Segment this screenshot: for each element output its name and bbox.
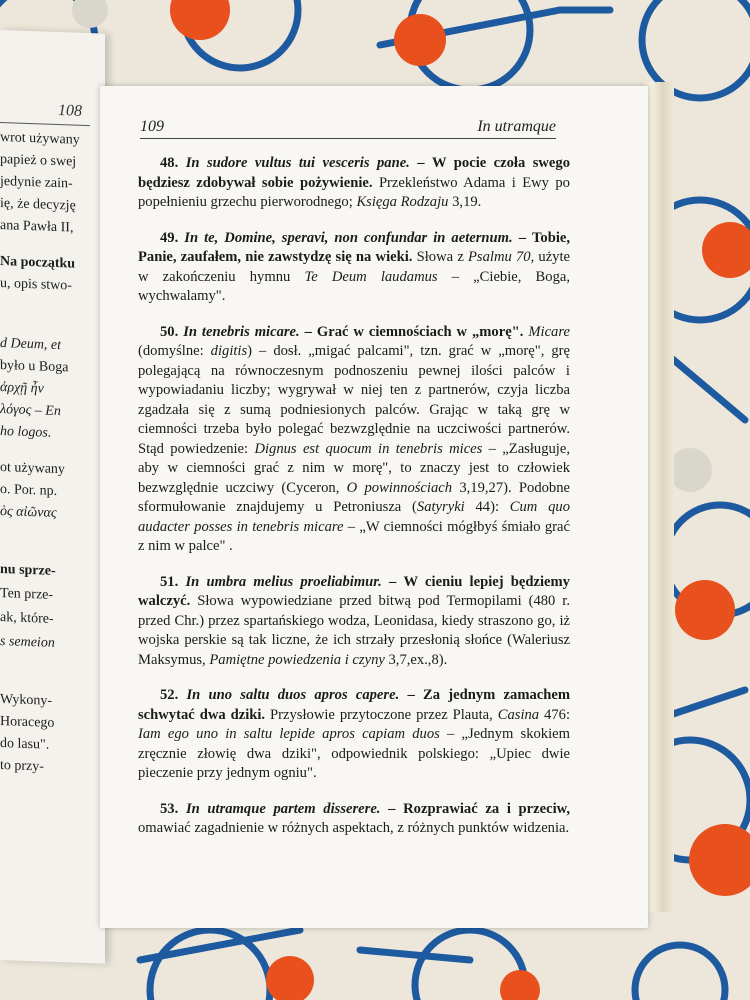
left-page-line: ἀρχῇ ἦν [0,380,44,397]
left-page-line: ho logos. [0,424,52,441]
entry-number: 48. [160,155,179,171]
latin-phrase: In utramque partem disserere. [185,800,381,817]
commentary: ) – dosł. „migać palcami", tzn. grać w „morę", grę polegającą na równoczesnym podnoszeniu pewnej ilości palców i wypowiadaniu liczby; wygrywał w niej ten z partnerów, czyja liczba zgadzała się z sumą podniesionych palców. Grając w taką grę w ciemności trzeba było polegać bezwzględnie na uczciwości partnerów. Stąd powiedzenie: [138,343,570,457]
dash: – [304,323,312,340]
page-number: 109 [140,118,164,135]
source-title: Księga Rodzaju [356,194,449,210]
polish-translation: W pocie czoła swego będziesz zdobywał sobie pożywienie. [138,155,571,191]
commentary: Słowa z [416,249,468,265]
commentary: omawiać zagadnienie w różnych aspektach, z różnych punktów widzenia. [138,820,570,836]
entry-49 [138,229,570,307]
source-title: Casina [497,706,540,723]
left-page-line: jedynie zain- [0,174,73,192]
left-page-line: λόγος – En [0,402,61,420]
commentary: – „Jednym skokiem zręcznie złowię dwa dziki", odpowiednik polskiego: „Upiec dwie pieczenie przy jednym ogniu". [138,726,570,781]
commentary: (domyślne: [138,343,211,359]
entry-number: 52. [160,687,179,703]
running-header [140,116,556,139]
commentary: – „Ciebie, Boga, wychwalamy". [138,268,570,304]
left-page-line: Horacego [0,714,55,731]
commentary: Słowa wypowiedziane przed bitwą pod Termopilami (480 r. przed Chr.) przez spartańskiego wodza, Leonidasa, kiedy straszono go, iż wojska perskie są tak liczne, że ich strzały przesłonią słońce (Waleriusz Maksymus, [138,593,570,668]
polish-translation: Rozprawiać za i przeciw, [403,800,571,817]
left-page-line: o. Por. np. [0,482,58,499]
entry-number: 50. [160,323,179,340]
dash: – [518,229,526,246]
commentary: – „W ciemności mógłbyś śmiało grać z nim w palce" . [138,518,570,554]
entry-number: 53. [160,800,179,817]
left-page-line: ot używany [0,460,65,478]
latin-quote: Cum quo audacter posses in tenebris micare [138,499,570,535]
latin-quote: Dignus est quocum in tenebris mices [254,440,483,457]
source-title: Te Deum laudamus [304,268,438,285]
running-title: In utramque [477,118,556,135]
entry-52 [138,686,570,784]
entry-48 [138,154,570,213]
left-page-line: Ten prze- [0,586,54,603]
commentary: 476: [539,706,570,723]
latin-term: digitis [210,343,248,359]
page-body [138,154,570,855]
commentary: 3,7,ex.,8). [384,651,448,668]
left-page-line: s semeion [0,634,55,651]
dash: – [388,800,396,817]
latin-phrase: In te, Domine, speravi, non confundar in aeternum. [184,229,513,246]
source-title: Psalmu 70, [468,249,535,265]
left-page-line: ὸς αἰῶνας [0,504,57,521]
source-title: Pamiętne powiedzenia i czyny [209,651,385,668]
latin-phrase: In tenebris micare. [183,323,300,340]
left-page-line: ana Pawła II, [0,218,74,236]
left-page-line: nu sprze- [0,562,56,579]
entry-53 [138,800,570,839]
latin-phrase: In sudore vultus tui vesceris pane. [185,155,410,171]
dash: – [417,155,425,171]
source-title: Satyryki [416,499,465,515]
left-page-line: ak, które- [0,610,54,627]
left-page-number: 108 [58,102,82,120]
latin-phrase: In umbra melius proeliabimur. [185,573,382,590]
left-page-header-rule [0,122,90,126]
polish-translation: W cieniu lepiej będziemy walczyć. [138,573,570,609]
commentary: użyte w zakończeniu hymnu [138,249,571,285]
polish-translation: Grać w ciemnościach w „morę". [316,323,524,340]
source-title: O powinnościach [346,479,453,496]
dash: – [389,573,397,590]
left-page-line: d Deum, et [0,336,62,354]
left-page-line: było u Boga [0,358,69,376]
left-page-line: wrot używany [0,130,80,148]
left-page-line: do lasu". [0,736,50,753]
commentary: Przysłowie przytoczone przez Plauta, [270,706,498,723]
commentary: – „Zasługuje, aby w ciemności grać z nim w morę", to znaczy jest to człowiek bezwzględnie uczciwy (Cyceron, [138,440,570,496]
left-page-line: Na początku [0,254,76,272]
commentary: 44): [464,499,510,515]
latin-term: Micare [528,323,570,340]
commentary: 3,19. [448,194,482,210]
left-page-line: to przy- [0,758,44,775]
right-page [100,86,648,928]
left-page-line: Wykony- [0,692,53,709]
dash: – [407,687,415,703]
left-page-line: u, opis stwo- [0,276,72,294]
left-page-line: ię, że decyzję [0,196,76,214]
commentary: Przekleństwo Adama i Ewy po popełnieniu grzechu pierworodnego; [138,174,570,210]
entry-number: 51. [160,573,179,590]
polish-translation: Tobie, Panie, zaufałem, nie zawstydzę się na wieki. [138,229,571,265]
left-page [0,30,105,964]
entry-50 [138,323,570,557]
entry-51 [138,573,570,671]
entry-number: 49. [160,229,179,246]
polish-translation: Za jednym zamachem schwytać dwa dziki. [138,687,571,723]
left-page-line: papież o swej [0,152,77,170]
latin-phrase: In uno saltu duos apros capere. [186,687,400,703]
latin-quote: Iam ego uno in saltu lepide apros capiam duos [138,726,440,742]
commentary: 3,19,27). Podobne sformułowanie znajdujemy u Petroniusza ( [138,479,570,515]
